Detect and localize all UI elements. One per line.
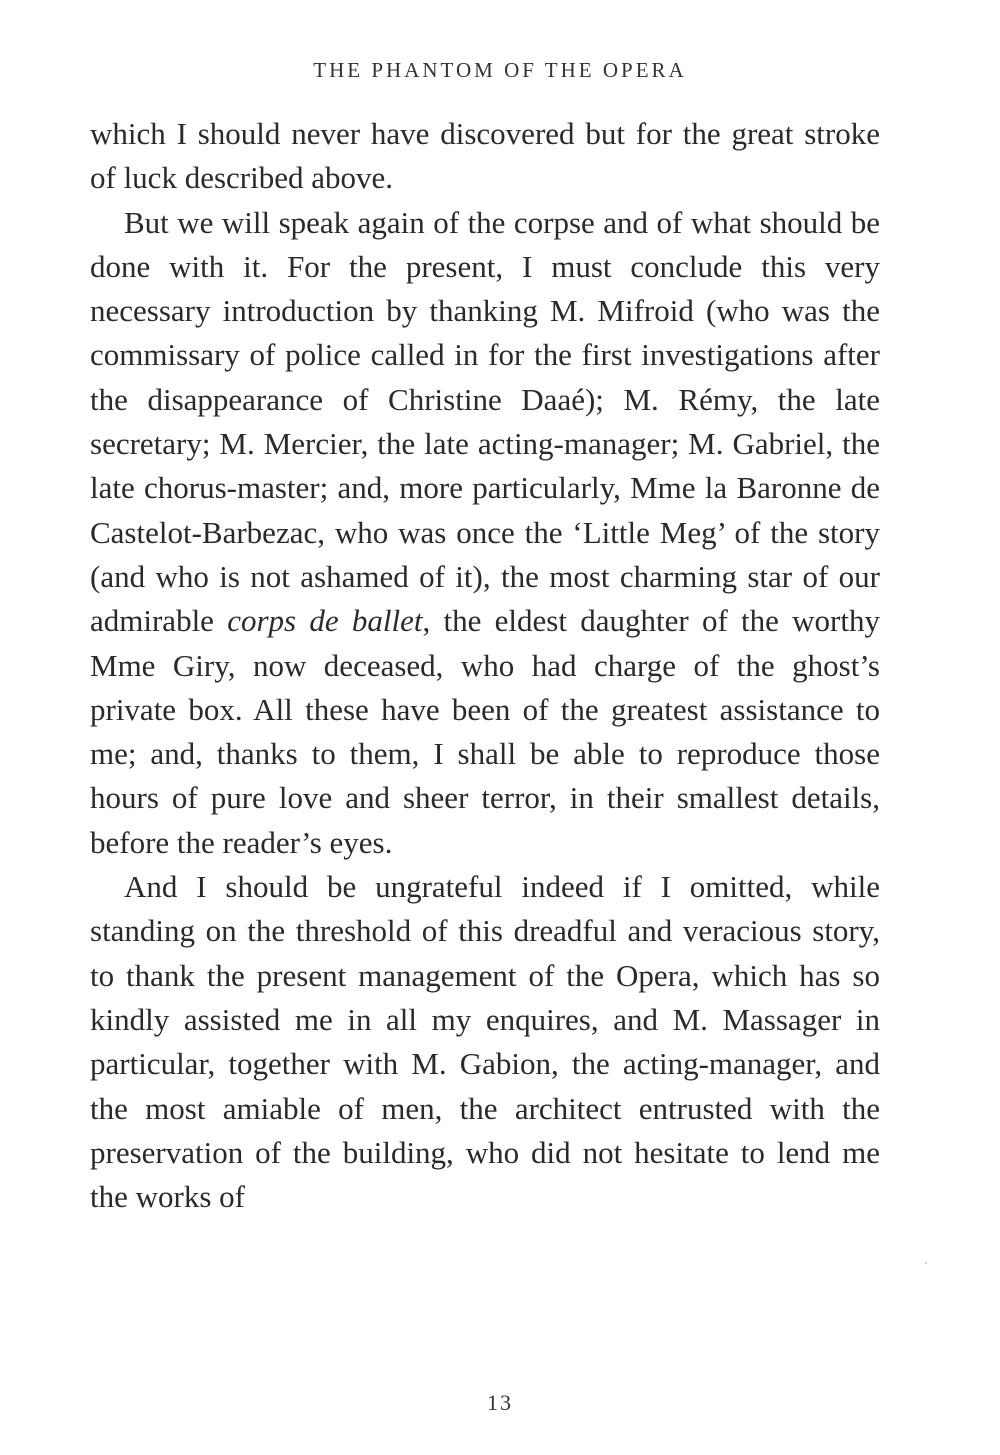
running-head: THE PHANTOM OF THE OPERA <box>313 58 687 82</box>
paragraph-1-text: which I should never have discovered but for the great stroke of luck described above. <box>90 116 880 196</box>
paragraph-1 <box>90 112 880 201</box>
paper-speck <box>925 1262 927 1264</box>
page-number: 13 <box>487 1390 513 1415</box>
paragraph-2-text-b: , the eldest daughter of the worthy Mme Giry, now deceased, who had charge of the ghost’s private box. All these have been of the greatest assistance to me; and, thanks to them, I shall be able to reproduce those hours of pure love and sheer terror, in their smallest details, before the reader’s eyes. <box>90 603 880 860</box>
body-text <box>90 112 880 1219</box>
italic-phrase: corps de ballet <box>227 603 423 639</box>
paragraph-2 <box>90 201 880 865</box>
paragraph-3-text: And I should be ungrateful indeed if I omitted, while standing on the threshold of this dreadful and veracious story, to thank the present management of the Opera, which has so kindly assisted me in all my enquires, and M. Massager in particular, together with M. Gabion, the acting-manager, and the most amiable of men, the architect entrusted with the preservation of the building, who did not hesitate to lend me the works of <box>90 869 880 1215</box>
paragraph-3 <box>90 865 880 1219</box>
paragraph-2-text-a: But we will speak again of the corpse and of what should be done with it. For the present, I must conclude this very necessary introduction by thanking M. Mifroid (who was the commissary of police called in for the first investigations after the disappearance of Christine Daaé); M. Rémy, the late secretary; M. Mercier, the late acting-manager; M. Gabriel, the late chorus-master; and, more particularly, Mme la Baronne de Castelot-Barbezac, who was once the ‘Little Meg’ of the story (and who is not ashamed of it), the most charming star of our admirable <box>90 204 880 639</box>
